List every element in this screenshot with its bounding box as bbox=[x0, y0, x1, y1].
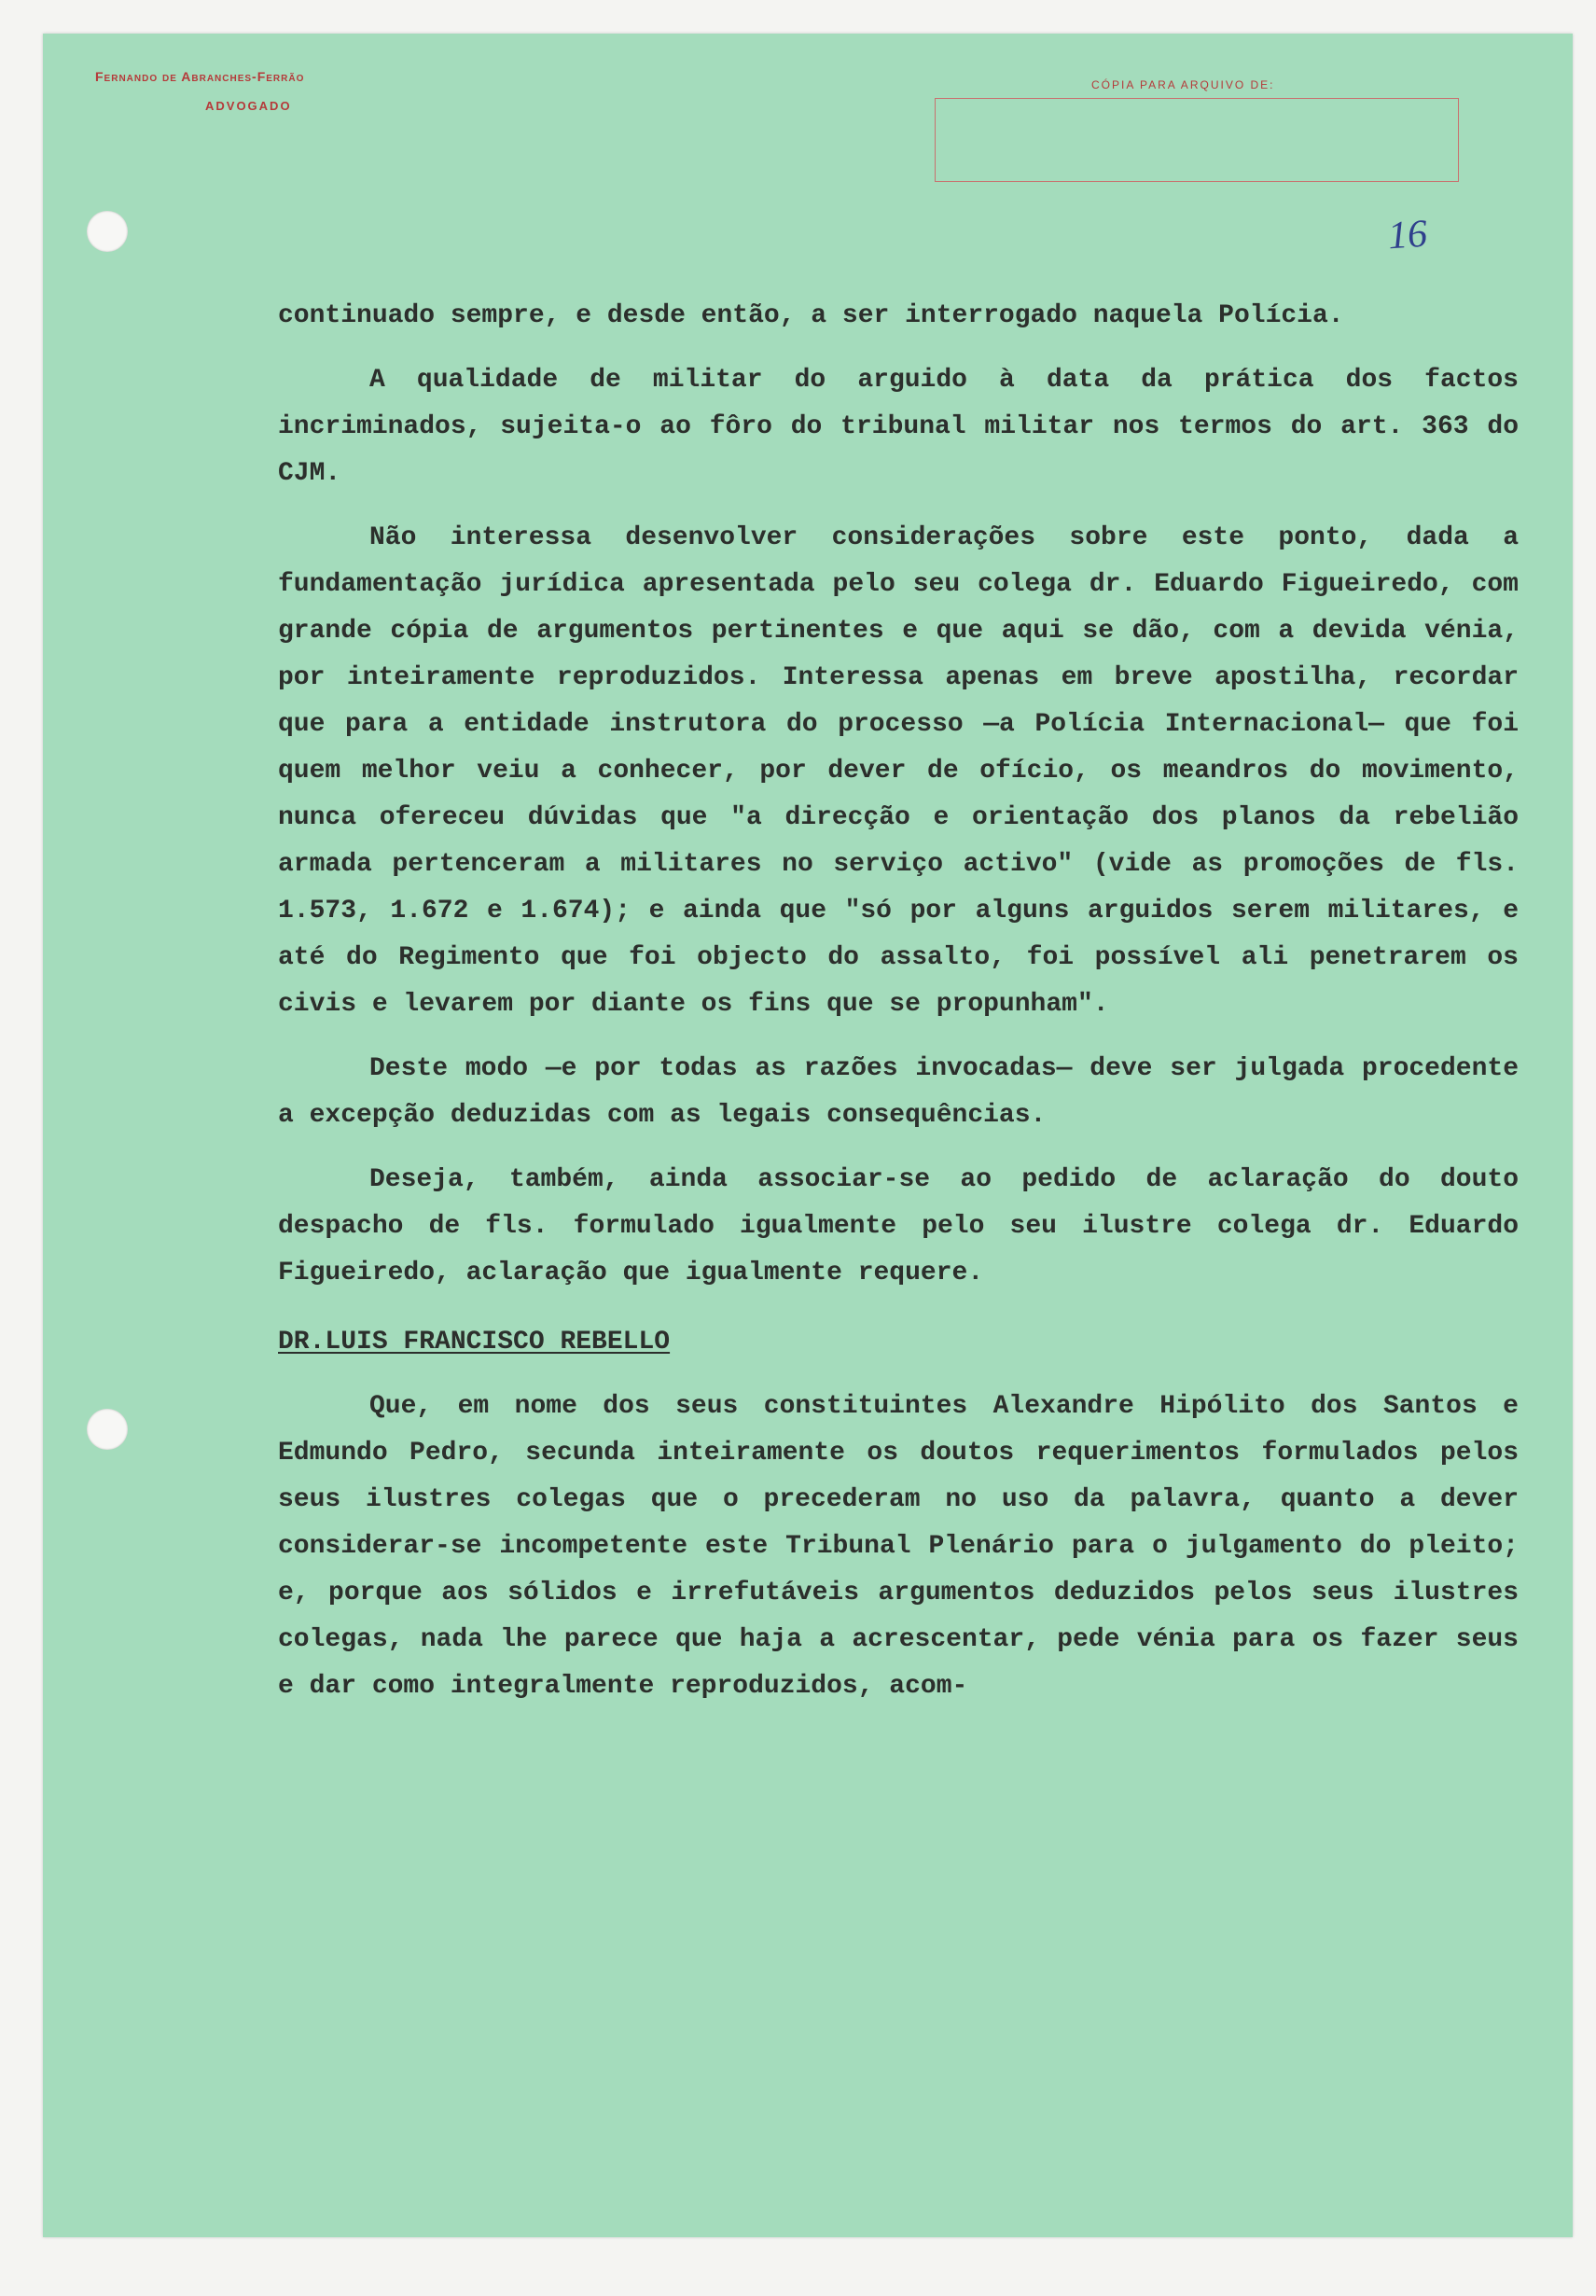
paragraph-2: A qualidade de militar do arguido à data da prática dos factos incriminados, sujeita-o ao fôro do tribunal militar nos termos do art. 363 do CJM. bbox=[278, 366, 1519, 488]
paragraph-5: Deseja, também, ainda associar-se ao pedido de aclaração do douto despacho de fls. formulado igualmente pelo seu ilustre colega dr. Eduardo Figueiredo, aclaração que igualmente requere. bbox=[278, 1165, 1519, 1287]
document-body bbox=[278, 293, 1519, 1710]
punch-hole bbox=[87, 1409, 128, 1450]
copy-archive-label: CÓPIA PARA ARQUIVO DE: bbox=[1091, 78, 1275, 91]
handwritten-page-number: 16 bbox=[1386, 212, 1429, 258]
paragraph-6: Que, em nome dos seus constituintes Alexandre Hipólito dos Santos e Edmundo Pedro, secunda inteiramente os doutos requerimentos formulados pelos seus ilustres colegas que o precederam no uso da palavra, quanto a dever considerar-se incompetente este Tribunal Plenário para o julgamento do pleito; e, porque aos sólidos e irrefutáveis argumentos deduzidos pelos seus ilustres colegas, nada lhe parece que haja a acrescentar, pede vénia para os fazer seus e dar como integralmente reproduzidos, acom- bbox=[278, 1392, 1519, 1701]
letterhead-title: ADVOGADO bbox=[205, 99, 292, 113]
copy-archive-field bbox=[935, 98, 1459, 182]
paragraph-4: Deste modo —e por todas as razões invocadas— deve ser julgada procedente a excepção deduzidas com as legais consequências. bbox=[278, 1054, 1519, 1130]
letterhead-name: Fernando de Abranches-Ferrão bbox=[95, 69, 305, 84]
paragraph-1: continuado sempre, e desde então, a ser interrogado naquela Polícia. bbox=[278, 301, 1344, 330]
paragraph-3: Não interessa desenvolver considerações sobre este ponto, dada a fundamentação jurídica apresentada pelo seu colega dr. Eduardo Figueiredo, com grande cópia de argumentos pertinentes e que aqui se dão, com a devida vénia, por inteiramente reproduzidos. Interessa apenas em breve apostilha, recordar que para a entidade instrutora do processo —a Polícia Internacional— que foi quem melhor veiu a conhecer, por dever de ofício, os meandros do movimento, nunca ofereceu dúvidas que "a direcção e orientação dos planos da rebelião armada pertenceram a militares no serviço activo" (vide as promoções de fls. 1.573, 1.672 e 1.674); e ainda que "só por alguns arguidos serem militares, e até do Regimento que foi objecto do assalto, foi possível ali penetrarem os civis e levarem por diante os fins que se propunham". bbox=[278, 523, 1519, 1019]
punch-hole bbox=[87, 211, 128, 252]
section-heading: DR.LUIS FRANCISCO REBELLO bbox=[278, 1328, 671, 1357]
